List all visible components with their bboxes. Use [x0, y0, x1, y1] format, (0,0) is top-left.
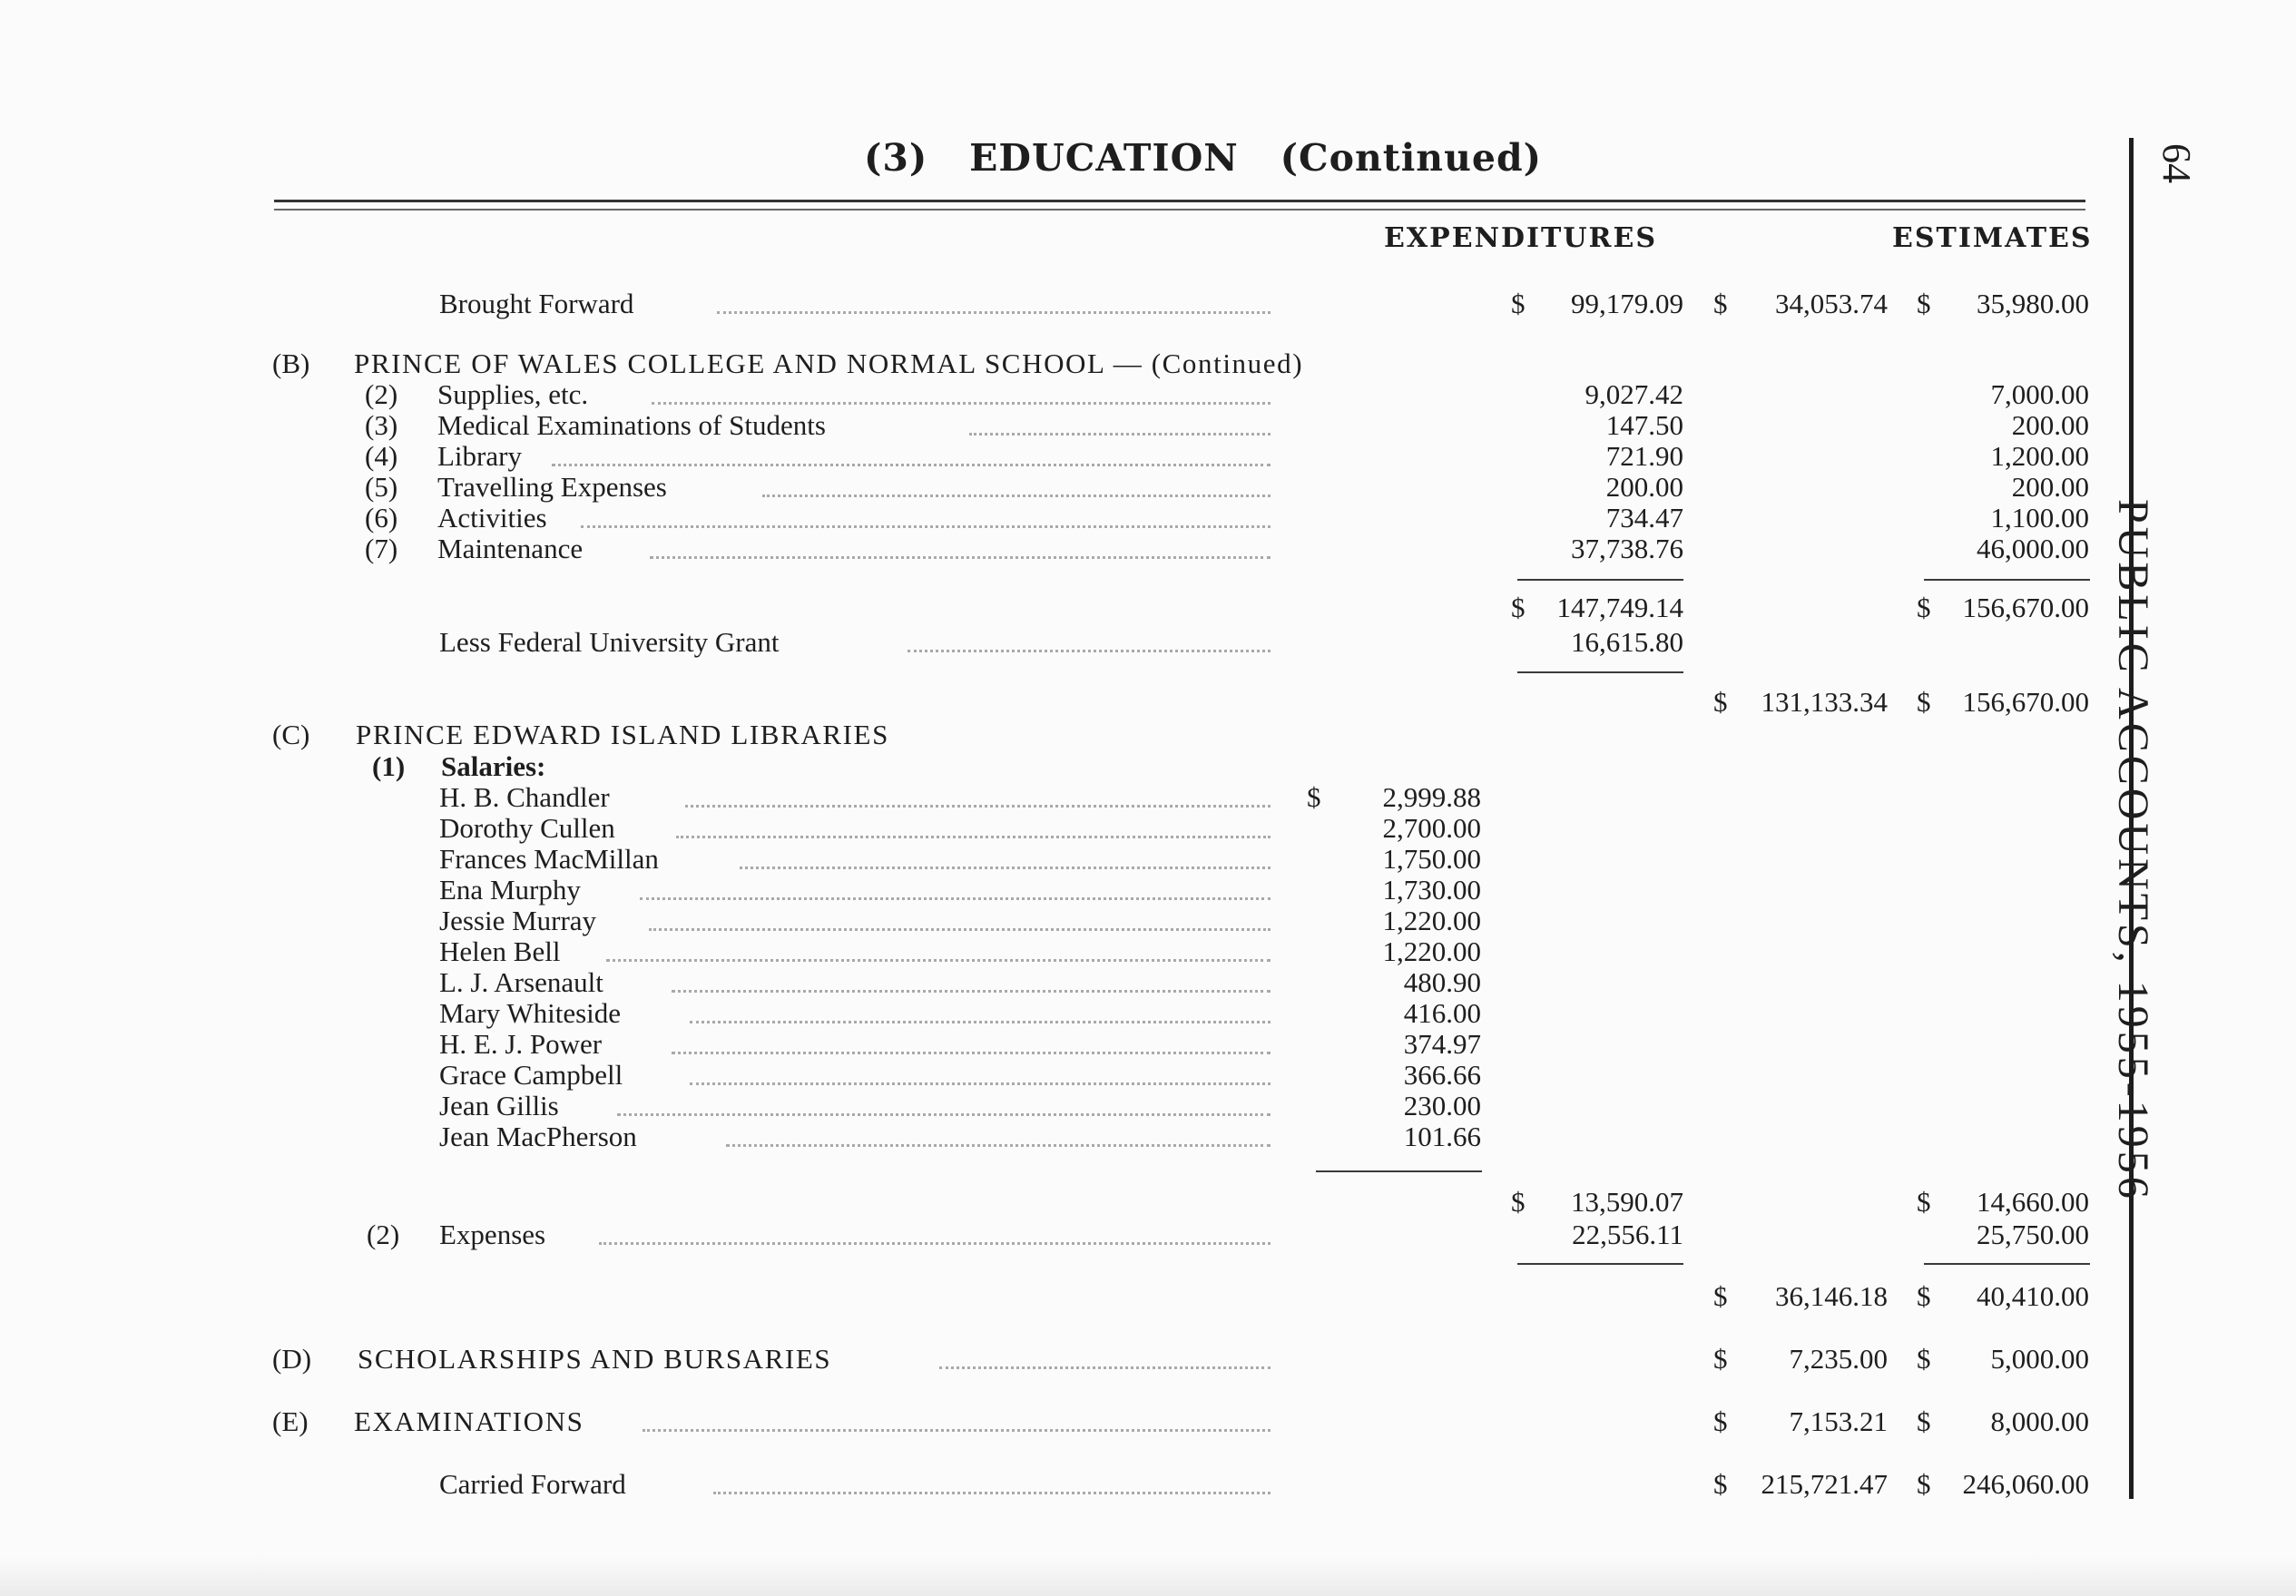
less-grant-label: Less Federal University Grant	[439, 626, 780, 658]
dollar-sign: $	[1713, 1280, 1728, 1312]
dollar-sign: $	[1511, 592, 1526, 623]
salary-amount: 1,220.00	[1382, 935, 1481, 967]
dollar-sign: $	[1713, 1405, 1728, 1437]
dollar-sign: $	[1713, 686, 1728, 718]
carried-forward-expenditure: 215,721.47	[1761, 1468, 1888, 1500]
line-item-number: (3)	[365, 409, 398, 441]
line-item-estimate: 7,000.00	[1990, 378, 2089, 410]
line-item-number: (2)	[365, 378, 398, 410]
page-bottom-shadow	[0, 1556, 2296, 1596]
salary-name: Grace Campbell	[439, 1059, 623, 1091]
line-item-number: (7)	[365, 533, 398, 564]
line-item-label: Library	[437, 440, 522, 472]
leader-dots	[685, 805, 1271, 808]
line-item-number: (6)	[365, 502, 398, 534]
header-rule-secondary	[274, 209, 2085, 211]
section-marker-b: (B)	[272, 348, 310, 379]
page-title: (3) EDUCATION (Continued)	[864, 136, 1543, 180]
salary-name: H. B. Chandler	[439, 781, 610, 813]
salaries-total-estimate: 14,660.00	[1977, 1186, 2089, 1218]
expenses-number: (2)	[367, 1219, 400, 1250]
dollar-sign: $	[1307, 781, 1321, 813]
brought-forward-label: Brought Forward	[439, 288, 634, 319]
subtotal-rule	[1517, 579, 1683, 581]
leader-dots	[908, 650, 1271, 652]
line-item-label: Maintenance	[437, 533, 584, 564]
salary-name: Jean Gillis	[439, 1090, 559, 1121]
line-item-label: Medical Examinations of Students	[437, 409, 826, 441]
dollar-sign: $	[1713, 1343, 1728, 1375]
salary-name: Frances MacMillan	[439, 843, 659, 875]
line-item-label: Supplies, etc.	[437, 378, 589, 410]
dollar-sign: $	[1917, 1280, 1931, 1312]
leader-dots	[552, 464, 1271, 466]
dollar-sign: $	[1917, 1343, 1931, 1375]
section-b-subtotal-estimate: 156,670.00	[1962, 592, 2089, 623]
dollar-sign: $	[1917, 686, 1931, 718]
salary-name: Jean MacPherson	[439, 1121, 637, 1152]
salary-amount: 1,220.00	[1382, 905, 1481, 936]
leader-dots	[581, 525, 1271, 528]
leader-dots	[643, 1429, 1271, 1432]
line-item-estimate: 1,200.00	[1990, 440, 2089, 472]
leader-dots	[690, 1021, 1271, 1023]
line-item-label: Activities	[437, 502, 547, 534]
salaries-label: Salaries:	[441, 750, 546, 782]
line-item-expenditure: 734.47	[1605, 502, 1683, 534]
leader-dots	[762, 494, 1271, 497]
carried-forward-label: Carried Forward	[439, 1468, 626, 1500]
header-rule	[274, 200, 2085, 202]
leader-dots	[726, 1144, 1271, 1147]
section-b-total-expenditure: 131,133.34	[1761, 686, 1888, 718]
expenses-estimate: 25,750.00	[1977, 1219, 2089, 1250]
salary-amount: 101.66	[1403, 1121, 1481, 1152]
leader-dots	[969, 433, 1271, 436]
leader-dots	[617, 1113, 1271, 1116]
salary-amount: 374.97	[1403, 1028, 1481, 1060]
line-item-expenditure: 147.50	[1605, 409, 1683, 441]
salary-amount: 416.00	[1403, 997, 1481, 1029]
section-marker-c: (C)	[272, 719, 310, 750]
less-grant-value: 16,615.80	[1571, 626, 1683, 658]
section-b-title: PRINCE OF WALES COLLEGE AND NORMAL SCHOOL — (Continued)	[354, 348, 1304, 379]
leader-dots	[717, 311, 1271, 314]
salary-name: Helen Bell	[439, 935, 561, 967]
brought-forward-col3: 99,179.09	[1571, 288, 1683, 319]
subtotal-rule	[1924, 1263, 2090, 1265]
line-item-expenditure: 200.00	[1605, 471, 1683, 503]
dollar-sign: $	[1917, 592, 1931, 623]
salary-amount: 230.00	[1403, 1090, 1481, 1121]
section-d-expenditure: 7,235.00	[1789, 1343, 1888, 1375]
leader-dots	[606, 959, 1271, 962]
leader-dots	[672, 990, 1271, 993]
salary-name: Jessie Murray	[439, 905, 597, 936]
dollar-sign: $	[1917, 1186, 1931, 1218]
salary-name: Ena Murphy	[439, 874, 581, 906]
section-c-title: PRINCE EDWARD ISLAND LIBRARIES	[356, 719, 889, 750]
dollar-sign: $	[1917, 1468, 1931, 1500]
dollar-sign: $	[1511, 1186, 1526, 1218]
expenditures-heading: EXPENDITURES	[1384, 222, 1657, 254]
leader-dots	[939, 1366, 1271, 1369]
salary-amount: 1,730.00	[1382, 874, 1481, 906]
page-number: 64	[2154, 143, 2199, 183]
leader-dots	[599, 1242, 1271, 1245]
salary-amount: 366.66	[1403, 1059, 1481, 1091]
line-item-expenditure: 9,027.42	[1585, 378, 1683, 410]
subtotal-rule	[1924, 579, 2090, 581]
subtotal-rule	[1316, 1170, 1482, 1172]
dollar-sign: $	[1917, 1405, 1931, 1437]
subtotal-rule	[1517, 671, 1683, 673]
salary-amount: 480.90	[1403, 966, 1481, 998]
salary-name: Mary Whiteside	[439, 997, 622, 1029]
leader-dots	[713, 1492, 1271, 1494]
section-marker-d: (D)	[272, 1343, 312, 1375]
line-item-number: (4)	[365, 440, 398, 472]
section-e-expenditure: 7,153.21	[1789, 1405, 1888, 1437]
section-b-total-estimate: 156,670.00	[1962, 686, 2089, 718]
line-item-estimate: 200.00	[2011, 471, 2089, 503]
salary-amount: 1,750.00	[1382, 843, 1481, 875]
expenses-expenditure: 22,556.11	[1572, 1219, 1683, 1250]
leader-dots	[650, 556, 1271, 559]
dollar-sign: $	[1713, 288, 1728, 319]
salaries-total-expenditure: 13,590.07	[1571, 1186, 1683, 1218]
leader-dots	[652, 402, 1271, 405]
line-item-expenditure: 721.90	[1605, 440, 1683, 472]
dollar-sign: $	[1917, 288, 1931, 319]
salary-name: L. J. Arsenault	[439, 966, 603, 998]
salary-name: H. E. J. Power	[439, 1028, 603, 1060]
leader-dots	[640, 897, 1271, 900]
salary-amount: 2,999.88	[1382, 781, 1481, 813]
section-e-estimate: 8,000.00	[1990, 1405, 2089, 1437]
leader-dots	[672, 1052, 1271, 1054]
line-item-estimate: 200.00	[2011, 409, 2089, 441]
line-item-expenditure: 37,738.76	[1571, 533, 1683, 564]
section-marker-e: (E)	[272, 1405, 309, 1437]
running-head: PUBLIC ACCOUNTS, 1955-1956	[2109, 499, 2157, 1202]
dollar-sign: $	[1713, 1468, 1728, 1500]
section-d-title: SCHOLARSHIPS AND BURSARIES	[358, 1343, 832, 1375]
line-item-number: (5)	[365, 471, 398, 503]
salary-amount: 2,700.00	[1382, 812, 1481, 844]
salaries-number: (1)	[372, 750, 406, 782]
expenses-label: Expenses	[439, 1219, 546, 1250]
leader-dots	[649, 928, 1271, 931]
leader-dots	[676, 836, 1271, 838]
section-d-estimate: 5,000.00	[1990, 1343, 2089, 1375]
section-b-subtotal-expenditure: 147,749.14	[1556, 592, 1683, 623]
salary-name: Dorothy Cullen	[439, 812, 615, 844]
section-c-total-estimate: 40,410.00	[1977, 1280, 2089, 1312]
line-item-label: Travelling Expenses	[437, 471, 667, 503]
brought-forward-col5: 35,980.00	[1977, 288, 2089, 319]
line-item-estimate: 1,100.00	[1990, 502, 2089, 534]
leader-dots	[690, 1082, 1271, 1085]
section-c-total-expenditure: 36,146.18	[1775, 1280, 1888, 1312]
subtotal-rule	[1517, 1263, 1683, 1265]
section-e-title: EXAMINATIONS	[354, 1405, 584, 1437]
line-item-estimate: 46,000.00	[1977, 533, 2089, 564]
dollar-sign: $	[1511, 288, 1526, 319]
leader-dots	[740, 867, 1271, 869]
brought-forward-col4: 34,053.74	[1775, 288, 1888, 319]
estimates-heading: ESTIMATES	[1892, 222, 2093, 254]
carried-forward-estimate: 246,060.00	[1962, 1468, 2089, 1500]
